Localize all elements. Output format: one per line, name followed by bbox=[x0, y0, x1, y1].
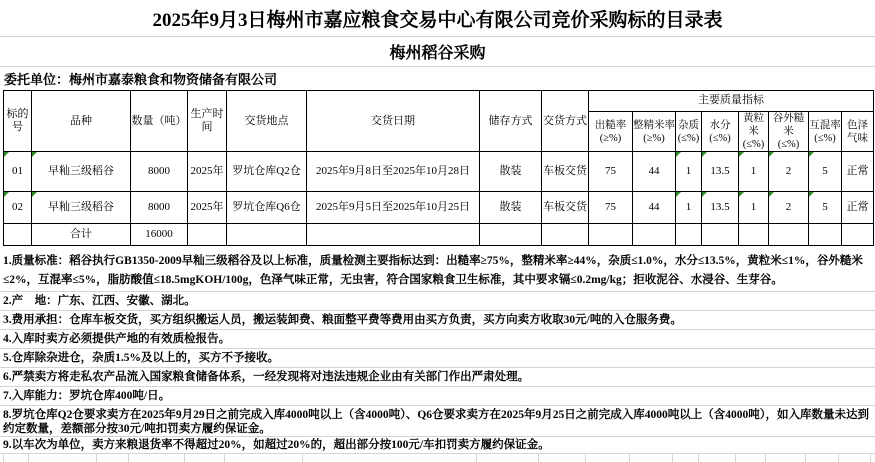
cell-quality-moisture: 13.5 bbox=[702, 192, 739, 224]
cell-empty bbox=[702, 224, 739, 246]
cell-quality-color-odor: 正常 bbox=[842, 192, 874, 224]
cell-quantity: 8000 bbox=[131, 192, 188, 224]
excel-indicator-icon bbox=[32, 152, 37, 157]
header-quality-yellow-kernel: 黄粒米 (≤%) bbox=[739, 112, 769, 152]
note-1: 1.质量标准：稻谷执行GB1350-2009早籼三级稻谷及以上标准，质量检测主要指标达到：出糙率≥75%，整精米率≥44%，杂质≤1.0%，水分≤13.5%，黄粒米≤1%，谷外糙米≤2%，互混率≤5%，脂肪酸值≤18.5mgKOH/100g，色泽气味正常，无虫害，符合国家粮食卫生标准，其中要求镉≤0.2mg/kg；拒收泥谷、水浸谷、生芽谷。 bbox=[0, 246, 875, 292]
gridline bbox=[585, 454, 586, 462]
excel-indicator-icon bbox=[809, 152, 814, 157]
gridline bbox=[3, 454, 4, 462]
cell-target-no: 01 bbox=[4, 152, 32, 192]
gridline bbox=[476, 454, 477, 462]
note-5: 5.仓库除杂进仓，杂质1.5%及以上的，买方不予接收。 bbox=[0, 349, 875, 368]
gridline bbox=[224, 454, 225, 462]
header-quality-color-odor: 色泽气味 bbox=[842, 112, 874, 152]
consignor-name: 梅州市嘉泰粮食和物资储备有限公司 bbox=[69, 72, 278, 87]
excel-indicator-icon bbox=[32, 192, 37, 197]
cell-delivery-date: 2025年9月8日至2025年10月28日 bbox=[307, 152, 480, 192]
gridline bbox=[629, 454, 630, 462]
cell-variety: 早籼三级稻谷 bbox=[32, 152, 131, 192]
table-row-02 bbox=[4, 192, 874, 224]
cell-quality-head-rice-rate: 44 bbox=[633, 192, 676, 224]
table-total-row bbox=[4, 224, 874, 246]
note-9: 9.以车次为单位，卖方来粮退货率不得超过20%，如超过20%的，超出部分按100元/车扣罚卖方履约保证金。 bbox=[3, 439, 550, 452]
cell-delivery-mode: 车板交货 bbox=[542, 192, 589, 224]
cell-quality-head-rice-rate: 44 bbox=[633, 152, 676, 192]
header-quality-brown-rice-rate: 出糙率 (≥%) bbox=[589, 112, 633, 152]
header-quality-mix-rate: 互混率 (≤%) bbox=[809, 112, 842, 152]
page-subtitle bbox=[0, 37, 875, 67]
excel-indicator-icon bbox=[702, 152, 707, 157]
header-quantity: 数量（吨） bbox=[131, 91, 188, 152]
cell-empty bbox=[842, 224, 874, 246]
excel-indicator-icon bbox=[702, 192, 707, 197]
excel-indicator-icon bbox=[4, 152, 9, 157]
cell-quality-mix-rate: 5 bbox=[809, 192, 842, 224]
note-3: 3.费用承担：仓库车板交货，买方组织搬运人员，搬运装卸费、粮面整平费等费用由买方负责，买方向卖方收取30元/吨的入仓服务费。 bbox=[0, 311, 875, 330]
consignor-line bbox=[0, 67, 875, 90]
cell-quality-mix-rate: 5 bbox=[809, 152, 842, 192]
note-6: 6.严禁卖方将走私农产品流入国家粮食储备体系，一经发现将对违法违规企业由有关部门作出严肃处理。 bbox=[0, 368, 875, 387]
excel-indicator-icon bbox=[4, 192, 9, 197]
gridline bbox=[672, 454, 673, 462]
cell-delivery-date: 2025年9月5日至2025年10月25日 bbox=[307, 192, 480, 224]
total-label: 合计 bbox=[32, 224, 131, 246]
cell-quality-yellow-kernel: 1 bbox=[739, 192, 769, 224]
cell-empty bbox=[4, 224, 32, 246]
excel-indicator-icon bbox=[739, 192, 744, 197]
page-title-text: 2025年9月3日梅州市嘉应粮食交易中心有限公司竞价采购标的目录表 bbox=[152, 9, 723, 31]
cell-storage-mode: 散装 bbox=[480, 192, 542, 224]
cell-empty bbox=[480, 224, 542, 246]
cell-empty bbox=[542, 224, 589, 246]
header-quality-head-rice-rate: 整精米率 (≥%) bbox=[633, 112, 676, 152]
cell-empty bbox=[589, 224, 633, 246]
cell-variety: 早籼三级稻谷 bbox=[32, 192, 131, 224]
excel-indicator-icon bbox=[739, 152, 744, 157]
cell-delivery-mode: 车板交货 bbox=[542, 152, 589, 192]
cell-empty bbox=[739, 224, 769, 246]
note-7: 7.入库能力：罗坑仓库400吨/日。 bbox=[0, 387, 875, 406]
gridline bbox=[184, 454, 185, 462]
header-delivery-mode: 交货方式 bbox=[542, 91, 589, 152]
cell-quality-impurity: 1 bbox=[676, 152, 702, 192]
cell-delivery-place: 罗坑仓库Q6仓 bbox=[227, 192, 307, 224]
excel-indicator-icon bbox=[809, 192, 814, 197]
spreadsheet-gridline-strip bbox=[0, 453, 875, 462]
cell-delivery-place: 罗坑仓库Q2仓 bbox=[227, 152, 307, 192]
header-quality-moisture: 水分 (≤%) bbox=[702, 112, 739, 152]
page-title bbox=[0, 0, 875, 37]
header-row-1 bbox=[4, 91, 874, 112]
cell-target-no: 02 bbox=[4, 192, 32, 224]
table-row-01 bbox=[4, 152, 874, 192]
cell-empty bbox=[227, 224, 307, 246]
excel-indicator-icon bbox=[769, 152, 774, 157]
cell-quality-impurity: 1 bbox=[676, 192, 702, 224]
header-quality-impurity: 杂质 (≤%) bbox=[676, 112, 702, 152]
cell-quality-moisture: 13.5 bbox=[702, 152, 739, 192]
cell-production-time: 2025年 bbox=[188, 192, 227, 224]
excel-indicator-icon bbox=[769, 192, 774, 197]
gridline bbox=[870, 454, 871, 462]
cell-production-time: 2025年 bbox=[188, 152, 227, 192]
header-variety: 品种 bbox=[32, 91, 131, 152]
cell-quality-brown-rice-rate: 75 bbox=[589, 152, 633, 192]
cell-quantity: 8000 bbox=[131, 152, 188, 192]
total-quantity: 16000 bbox=[131, 224, 188, 246]
gridline bbox=[805, 454, 806, 462]
gridline bbox=[96, 454, 97, 462]
header-production-time: 生产时间 bbox=[188, 91, 227, 152]
gridline bbox=[698, 454, 699, 462]
cell-empty bbox=[307, 224, 480, 246]
cell-quality-outer-brown-rice: 2 bbox=[769, 152, 809, 192]
cell-empty bbox=[809, 224, 842, 246]
cell-quality-brown-rice-rate: 75 bbox=[589, 192, 633, 224]
gridline bbox=[128, 454, 129, 462]
header-quality-outer-brown-rice: 谷外糙米 (≤%) bbox=[769, 112, 809, 152]
cell-storage-mode: 散装 bbox=[480, 152, 542, 192]
cell-quality-yellow-kernel: 1 bbox=[739, 152, 769, 192]
gridline bbox=[538, 454, 539, 462]
gridline bbox=[838, 454, 839, 462]
consignor-label: 委托单位： bbox=[4, 72, 70, 87]
header-quality-group: 主要质量指标 bbox=[589, 91, 874, 112]
note-2: 2.产 地：广东、江西、安徽、湖北。 bbox=[0, 292, 875, 311]
page-subtitle-text: 梅州稻谷采购 bbox=[389, 45, 486, 62]
cell-quality-outer-brown-rice: 2 bbox=[769, 192, 809, 224]
cell-quality-color-odor: 正常 bbox=[842, 152, 874, 192]
excel-indicator-icon bbox=[676, 192, 681, 197]
header-target-no: 标的号 bbox=[4, 91, 32, 152]
note-8: 8.罗坑仓库Q2仓要求卖方在2025年9月29日之前完成入库4000吨以上（含4000吨）、Q6仓要求卖方在2025年9月25日之前完成入库4000吨以上（含4000吨），如入库数量未达到约定数量，差额部分按30元/吨扣罚卖方履约保证金。 bbox=[0, 406, 875, 437]
header-delivery-date: 交货日期 bbox=[307, 91, 480, 152]
gridline bbox=[302, 454, 303, 462]
procurement-catalog-table bbox=[3, 90, 874, 246]
header-delivery-place: 交货地点 bbox=[227, 91, 307, 152]
gridline bbox=[735, 454, 736, 462]
cell-empty bbox=[633, 224, 676, 246]
cell-empty bbox=[769, 224, 809, 246]
cell-empty bbox=[188, 224, 227, 246]
note-4: 4.入库时卖方必须提供产地的有效质检报告。 bbox=[0, 330, 875, 349]
excel-indicator-icon bbox=[676, 152, 681, 157]
notes-section bbox=[0, 246, 875, 453]
gridline bbox=[765, 454, 766, 462]
gridline bbox=[28, 454, 29, 462]
header-storage-mode: 储存方式 bbox=[480, 91, 542, 152]
cell-empty bbox=[676, 224, 702, 246]
